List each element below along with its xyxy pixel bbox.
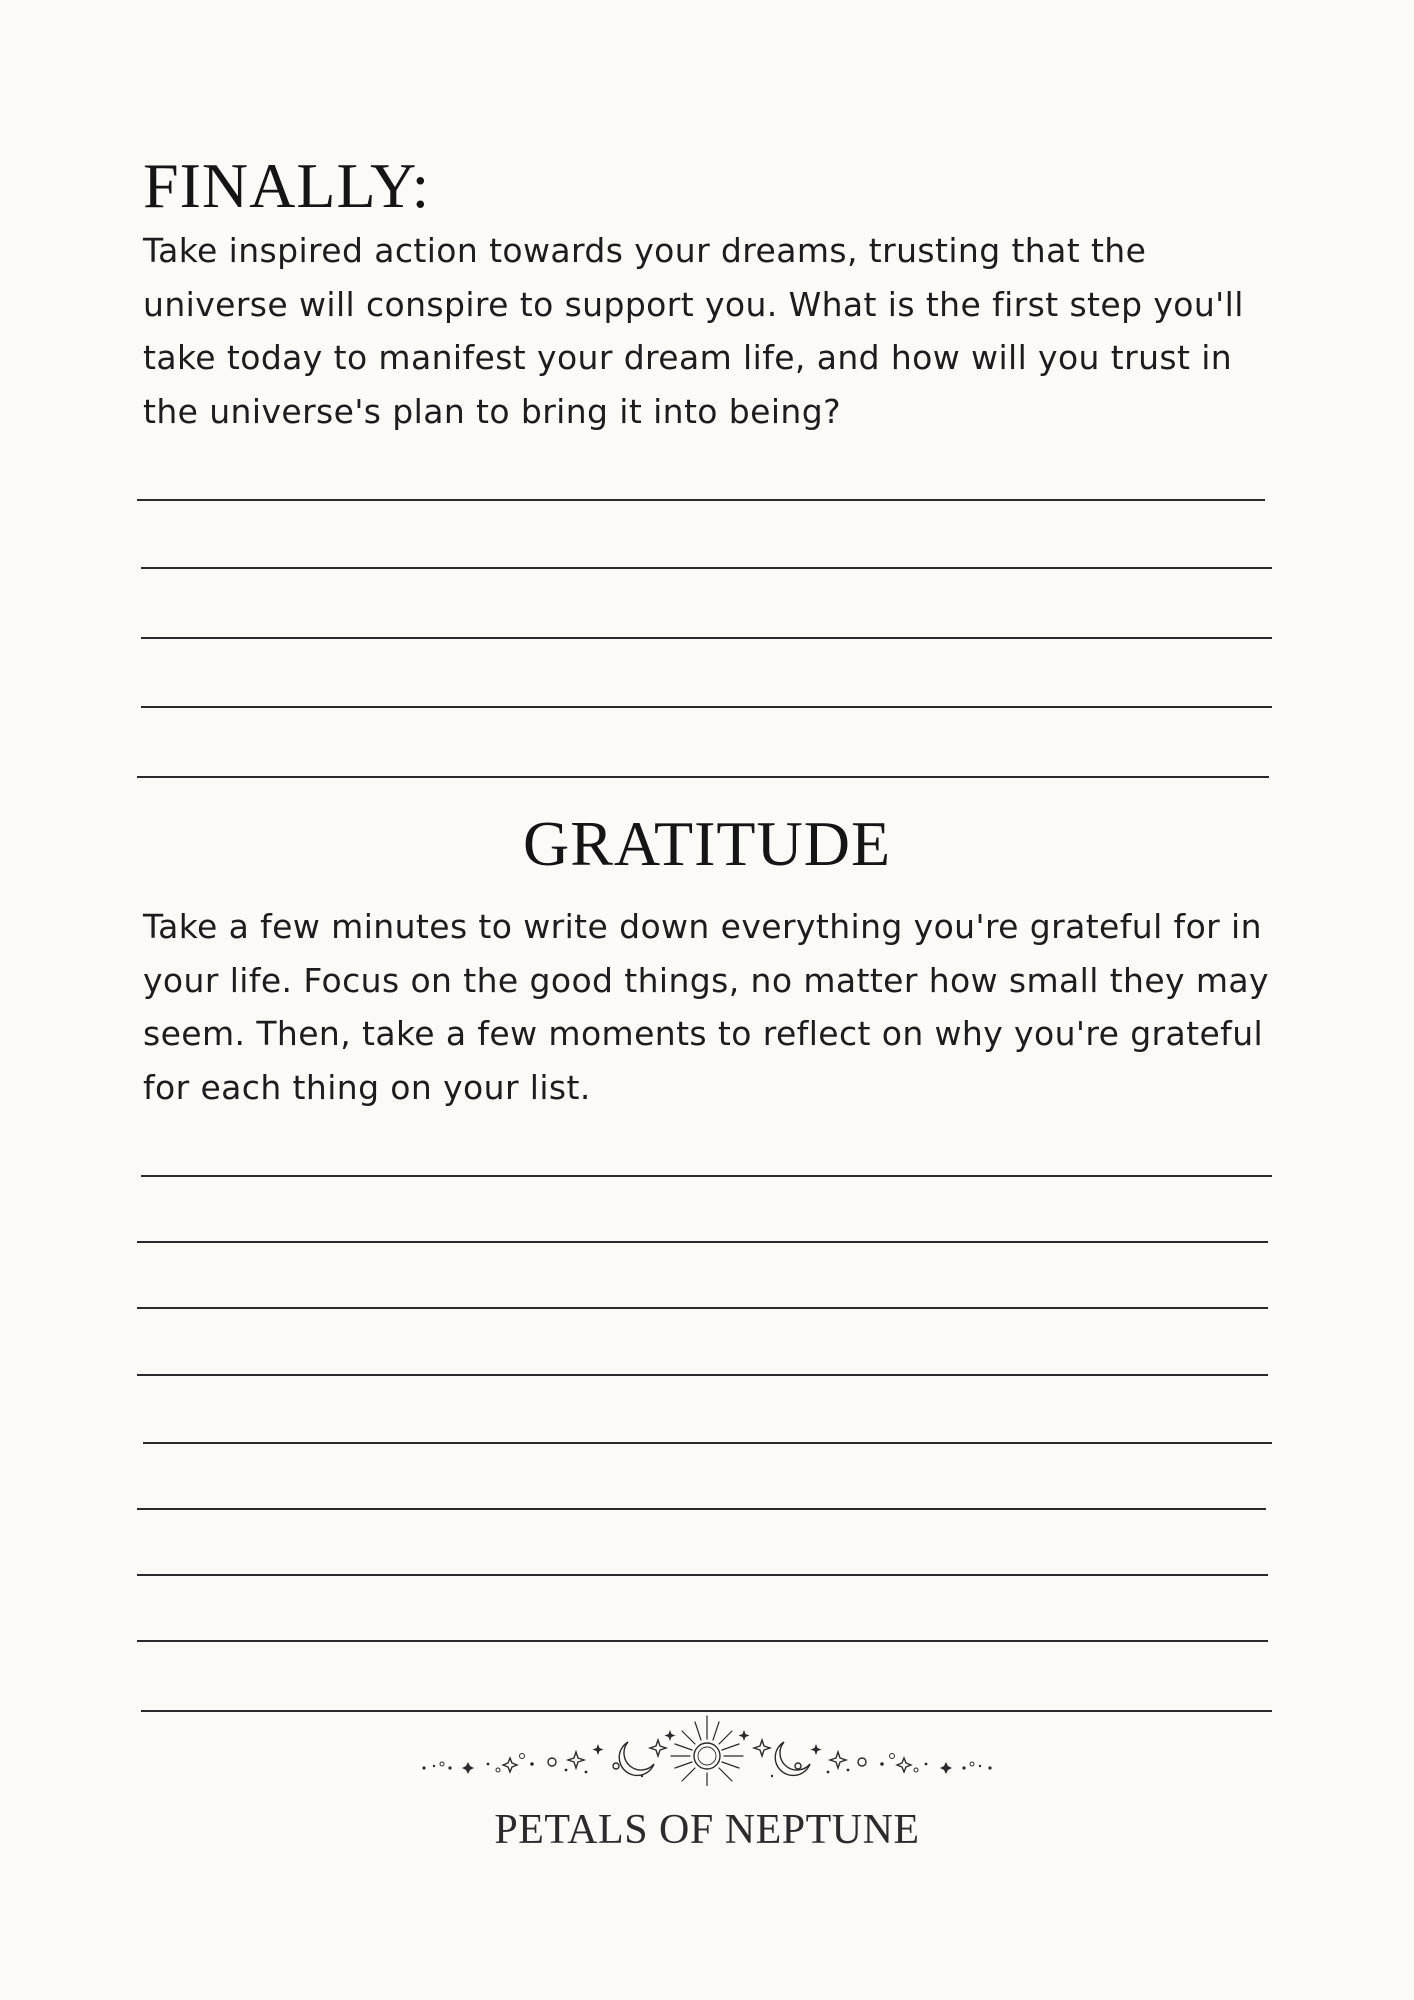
writing-line[interactable] (137, 1640, 1268, 1642)
writing-line[interactable] (143, 1442, 1272, 1444)
section-title-finally: FINALLY: (143, 150, 431, 221)
writing-line[interactable] (141, 1175, 1272, 1177)
brand-name: PETALS OF NEPTUNE (494, 1807, 920, 1853)
writing-line[interactable] (137, 1574, 1268, 1576)
prompt-finally: Take inspired action towards your dreams, trusting that the universe will conspire to support you. What is the first step you'll take today to manifest your dream life, and how will you trust in the universe's plan to bring it into being? (143, 231, 1244, 431)
section-title-gratitude: GRATITUDE (522, 808, 892, 879)
writing-line[interactable] (137, 1307, 1268, 1309)
writing-line[interactable] (137, 1374, 1268, 1376)
writing-line[interactable] (137, 1241, 1268, 1243)
celestial-sun-moon-stars-icon (420, 1712, 994, 1786)
writing-line[interactable] (137, 1508, 1266, 1510)
prompt-gratitude: Take a few minutes to write down everything you're grateful for in your life. Focus on the good things, no matter how small they may seem. Then, take a few moments to reflect on why you're grateful for each thing on your list. (143, 907, 1269, 1107)
